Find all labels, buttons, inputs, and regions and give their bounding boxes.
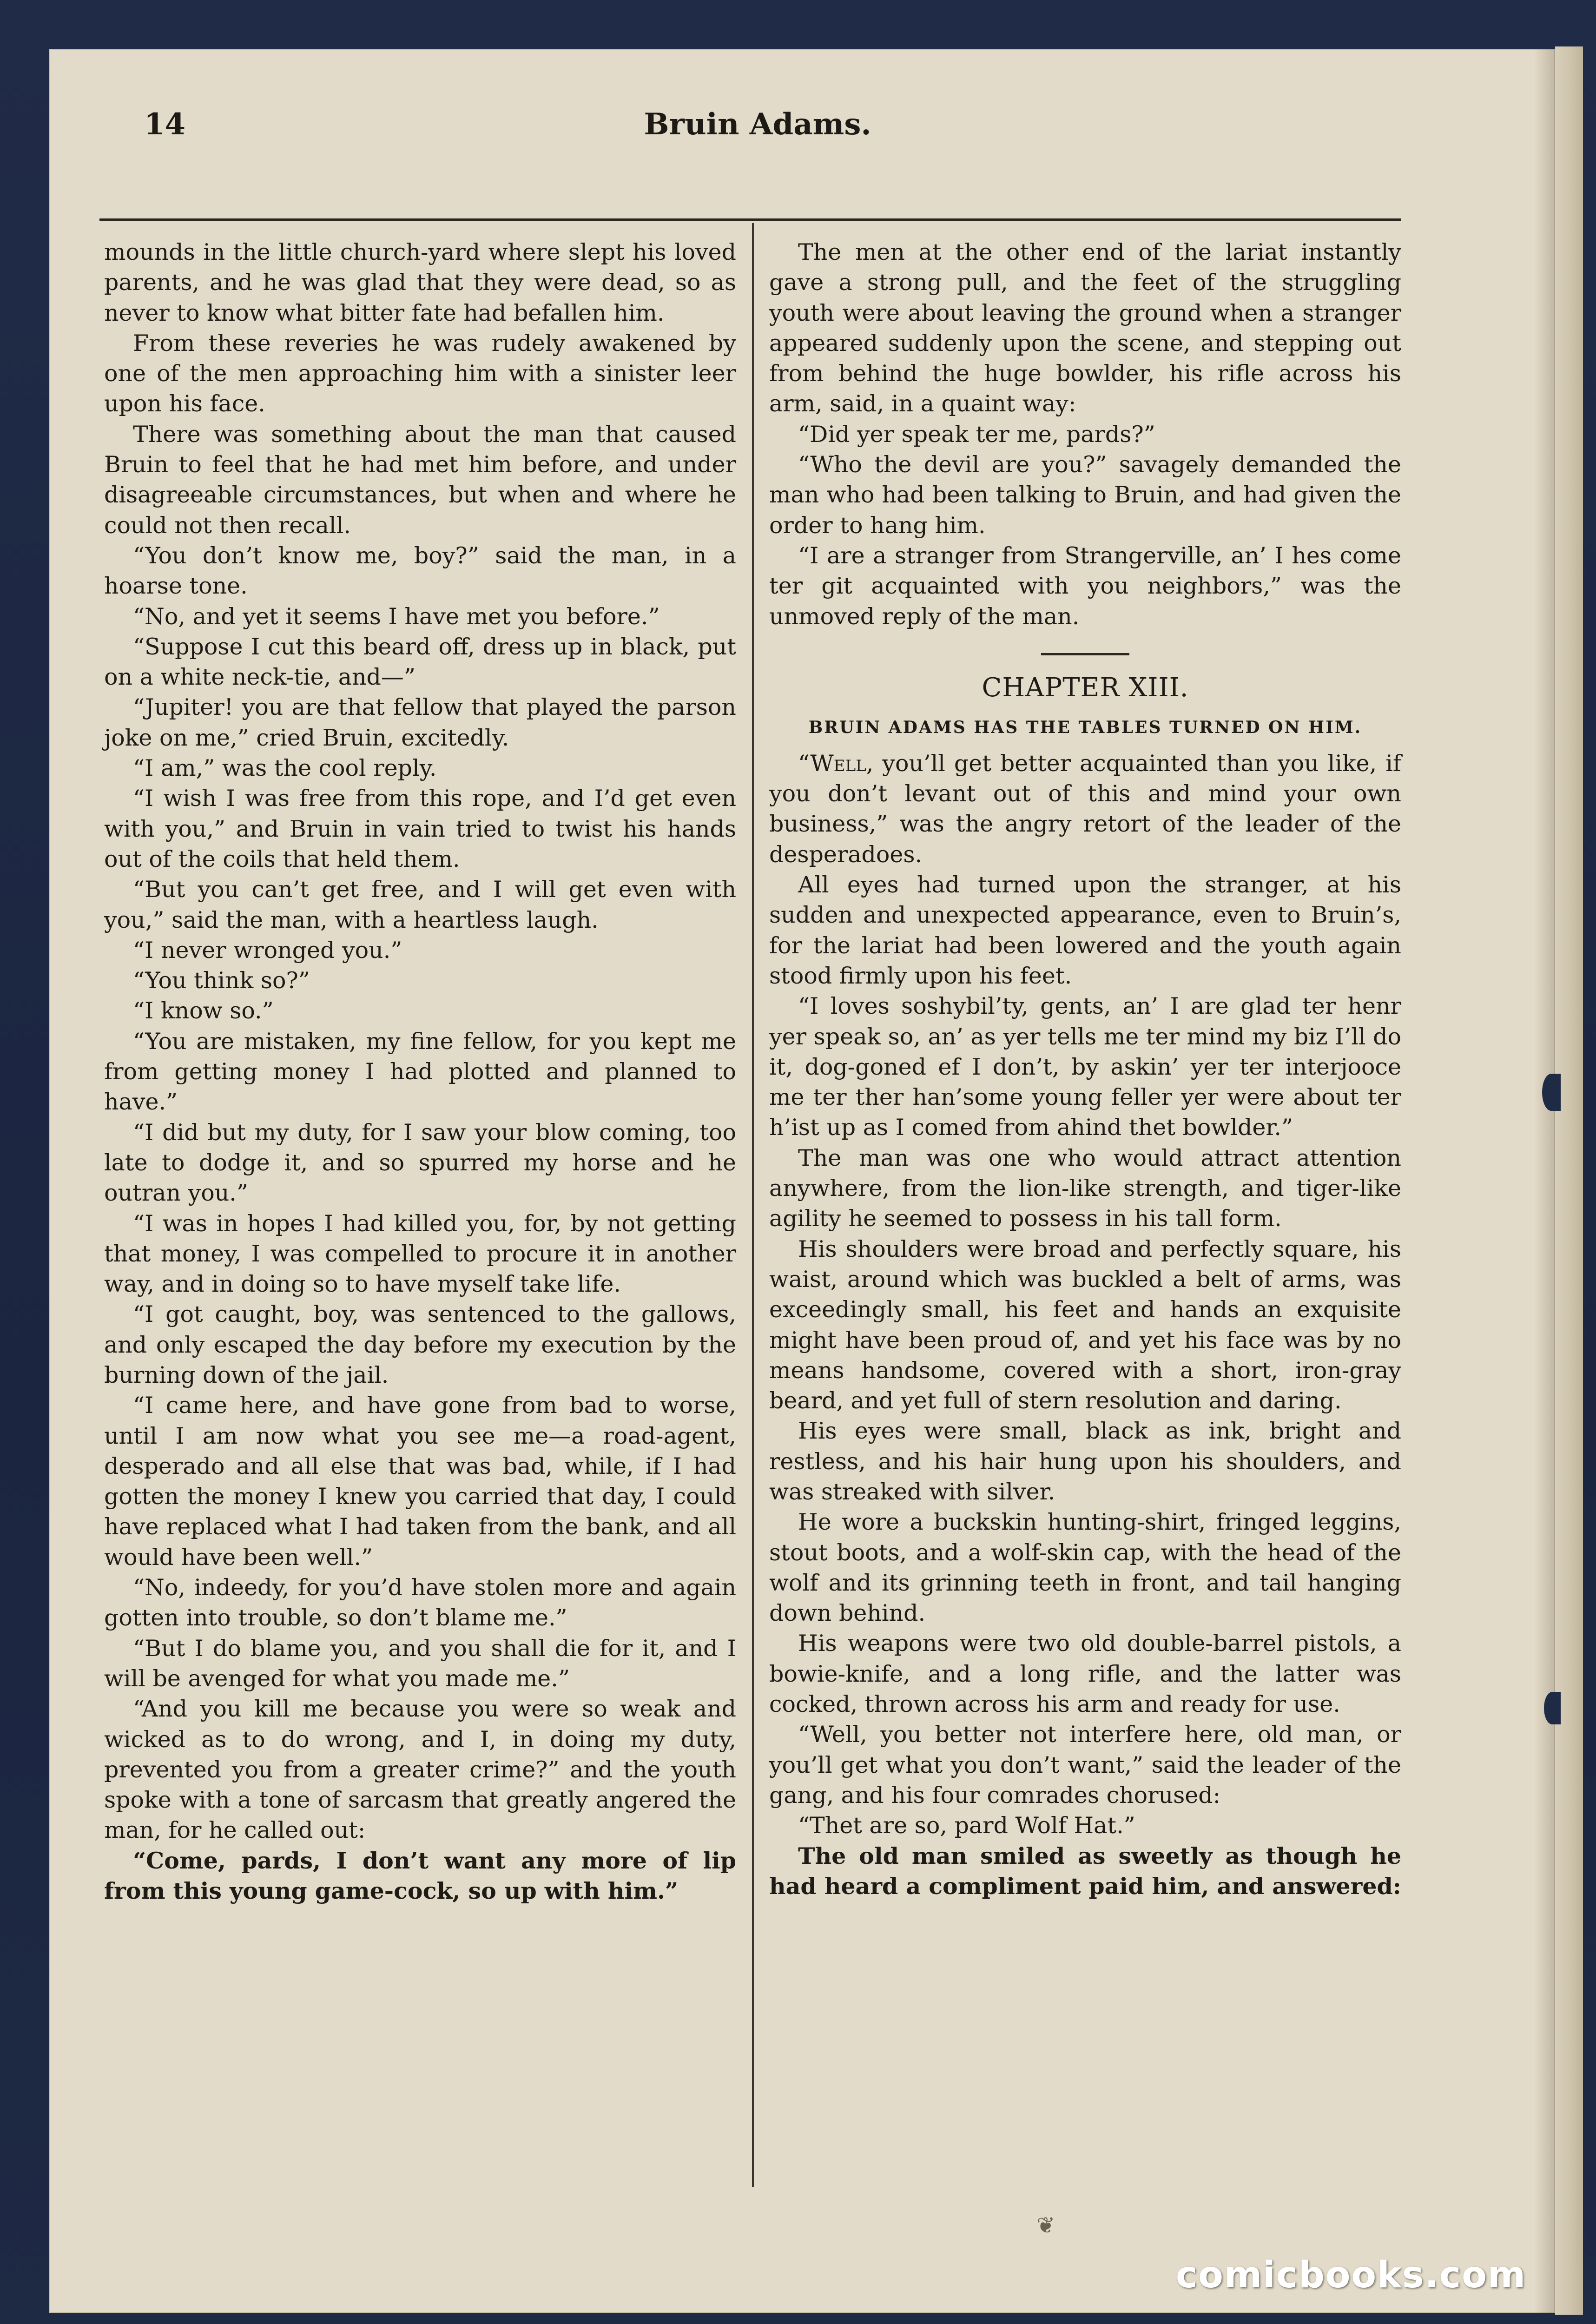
page-tear-mark	[1542, 1074, 1561, 1111]
paragraph: “You don’t know me, boy?” said the man, in a hoarse tone.	[104, 542, 736, 600]
paragraph: There was something about the man that caused Bruin to feel that he had met him before, and under disagreeable circumstances, but when and where he could not then recall.	[104, 421, 736, 539]
left-column	[104, 237, 736, 1906]
paragraph: “I know so.”	[133, 997, 274, 1024]
chapter-heading: CHAPTER XIII.	[982, 672, 1189, 703]
next-page-edge	[1555, 46, 1583, 2315]
page-header	[51, 107, 1464, 158]
paragraph: “I are a stranger from Strangerville, an’ I hes come ter git acquainted with you neighbors,” was the unmoved reply of the man.	[769, 542, 1401, 630]
paragraph: From these reveries he was rudely awakened by one of the men approaching him with a sinister leer upon his face.	[104, 330, 736, 417]
paragraph: His weapons were two old double-barrel pistols, a bowie-knife, and a long rifle, and the latter was cocked, thrown across his arm and ready for use.	[769, 1630, 1401, 1718]
paragraph: “Did yer speak ter me, pards?”	[798, 421, 1155, 448]
paragraph: All eyes had turned upon the stranger, at his sudden and unexpected appearance, even to Bruin’s, for the lariat had been lowered and the youth again stood firmly upon his feet.	[769, 872, 1401, 989]
paragraph: “I got caught, boy, was sentenced to the gallows, and only escaped the day before my execution by the burning down of the jail.	[104, 1301, 736, 1388]
paragraph: “Jupiter! you are that fellow that played the parson joke on me,” cried Bruin, excitedly.	[104, 694, 736, 751]
running-title: Bruin Adams.	[644, 107, 871, 142]
paragraph: “I never wronged you.”	[133, 937, 402, 964]
paragraph: “You are mistaken, my fine fellow, for you kept me from getting money I had plotted and planned to have.”	[104, 1028, 736, 1116]
paragraph: His shoulders were broad and perfectly square, his waist, around which was buckled a belt of arms, was exceedingly small, his feet and hands an exquisite might have been proud of, and yet his face was by no means handsome, covered with a short, iron-gray beard, and yet full of stern resolution and daring.	[769, 1235, 1401, 1414]
header-rule	[99, 218, 1401, 221]
paragraph: The old man smiled as sweetly as though he had heard a compliment paid him, and answered:	[769, 1842, 1401, 1900]
paragraph: “I was in hopes I had killed you, for, by not getting that money, I was compelled to procure it in another way, and in doing so to have myself take life.	[104, 1210, 736, 1298]
chapter-subtitle: BRUIN ADAMS HAS THE TABLES TURNED ON HIM.	[808, 717, 1362, 737]
paragraph: “I did but my duty, for I saw your blow coming, too late to dodge it, and so spurred my horse and he outran you.”	[104, 1119, 736, 1207]
paragraph-text: you’ll get better acquainted than you like, if you don’t levant out of this and mind your own business,” was the angry retort of the leader of the desperadoes.	[769, 750, 1401, 868]
page-tear-mark	[1544, 1692, 1561, 1724]
watermark: comicbooks.com	[1176, 2254, 1527, 2296]
paragraph: The man was one who would attract attention anywhere, from the lion-like strength, and tiger-like agility he seemed to possess in his tall form.	[769, 1144, 1401, 1232]
column-divider	[752, 223, 754, 2187]
paragraph: “Well, you better not interfere here, old man, or you’ll get what you don’t want,” said the leader of the gang, and his four comrades chorused:	[769, 1721, 1401, 1809]
paragraph: “Suppose I cut this beard off, dress up in black, put on a white neck-tie, and—”	[104, 633, 736, 691]
ornament-mark: ❦	[1036, 2212, 1055, 2238]
page-number: 14	[144, 107, 186, 142]
paragraph: “But I do blame you, and you shall die for it, and I will be avenged for what you made me.”	[104, 1635, 736, 1692]
paragraph: “You think so?”	[133, 967, 310, 994]
paragraph: The men at the other end of the lariat instantly gave a strong pull, and the feet of the struggling youth were about leaving the ground when a stranger appeared suddenly upon the scene, and stepping out from behind the huge bowlder, his rifle across his arm, said, in a quaint way:	[769, 239, 1401, 417]
paragraph: “Thet are so, pard Wolf Hat.”	[798, 1812, 1135, 1839]
page-fold-shadow	[1534, 49, 1555, 2313]
paragraph: “I am,” was the cool reply.	[133, 755, 437, 782]
chapter-first-paragraph	[769, 748, 1401, 870]
chapter-rule	[1041, 653, 1129, 655]
paragraph: “I loves soshybil’ty, gents, an’ I are glad ter henr yer speak so, an’ as yer tells me ter mind my biz I’ll do it, dog-goned ef I don’t, by askin’ yer ter interjooce me ter ther han’some young feller yer were about ter h’ist up as I comed from ahind thet bowlder.”	[769, 993, 1401, 1141]
paragraph: “But you can’t get free, and I will get even with you,” said the man, with a heartless laugh.	[104, 876, 736, 933]
chapter-lead-word: “Well,	[798, 750, 874, 777]
paragraph: “Come, pards, I don’t want any more of lip from this young game-cock, so up with him.”	[104, 1847, 736, 1905]
paragraph: mounds in the little church-yard where slept his loved parents, and he was glad that they were dead, so as never to know what bitter fate had befallen him.	[104, 239, 736, 326]
right-column	[769, 237, 1401, 1901]
paragraph: His eyes were small, black as ink, bright and restless, and his hair hung upon his shoulders, and was streaked with silver.	[769, 1418, 1401, 1505]
paragraph: “No, and yet it seems I have met you before.”	[133, 603, 660, 630]
paragraph: “Who the devil are you?” savagely demanded the man who had been talking to Bruin, and had given the order to hang him.	[769, 451, 1401, 539]
paragraph: “And you kill me because you were so weak and wicked as to do wrong, and I, in doing my duty, prevented you from a greater crime?” and the youth spoke with a tone of sarcasm that greatly angered the man, for he called out:	[104, 1696, 736, 1844]
paragraph: “No, indeedy, for you’d have stolen more and again gotten into trouble, so don’t blame me.”	[104, 1574, 736, 1631]
paragraph: “I wish I was free from this rope, and I’d get even with you,” and Bruin in vain tried to twist his hands out of the coils that held them.	[104, 785, 736, 872]
paragraph: He wore a buckskin hunting-shirt, fringed leggins, stout boots, and a wolf-skin cap, with the head of the wolf and its grinning teeth in front, and tail hanging down behind.	[769, 1509, 1401, 1627]
paragraph: “I came here, and have gone from bad to worse, until I am now what you see me—a road-agent, desperado and all else that was bad, while, if I had gotten the money I knew you carried that day, I could have replaced what I had taken from the bank, and all would have been well.”	[104, 1392, 736, 1571]
